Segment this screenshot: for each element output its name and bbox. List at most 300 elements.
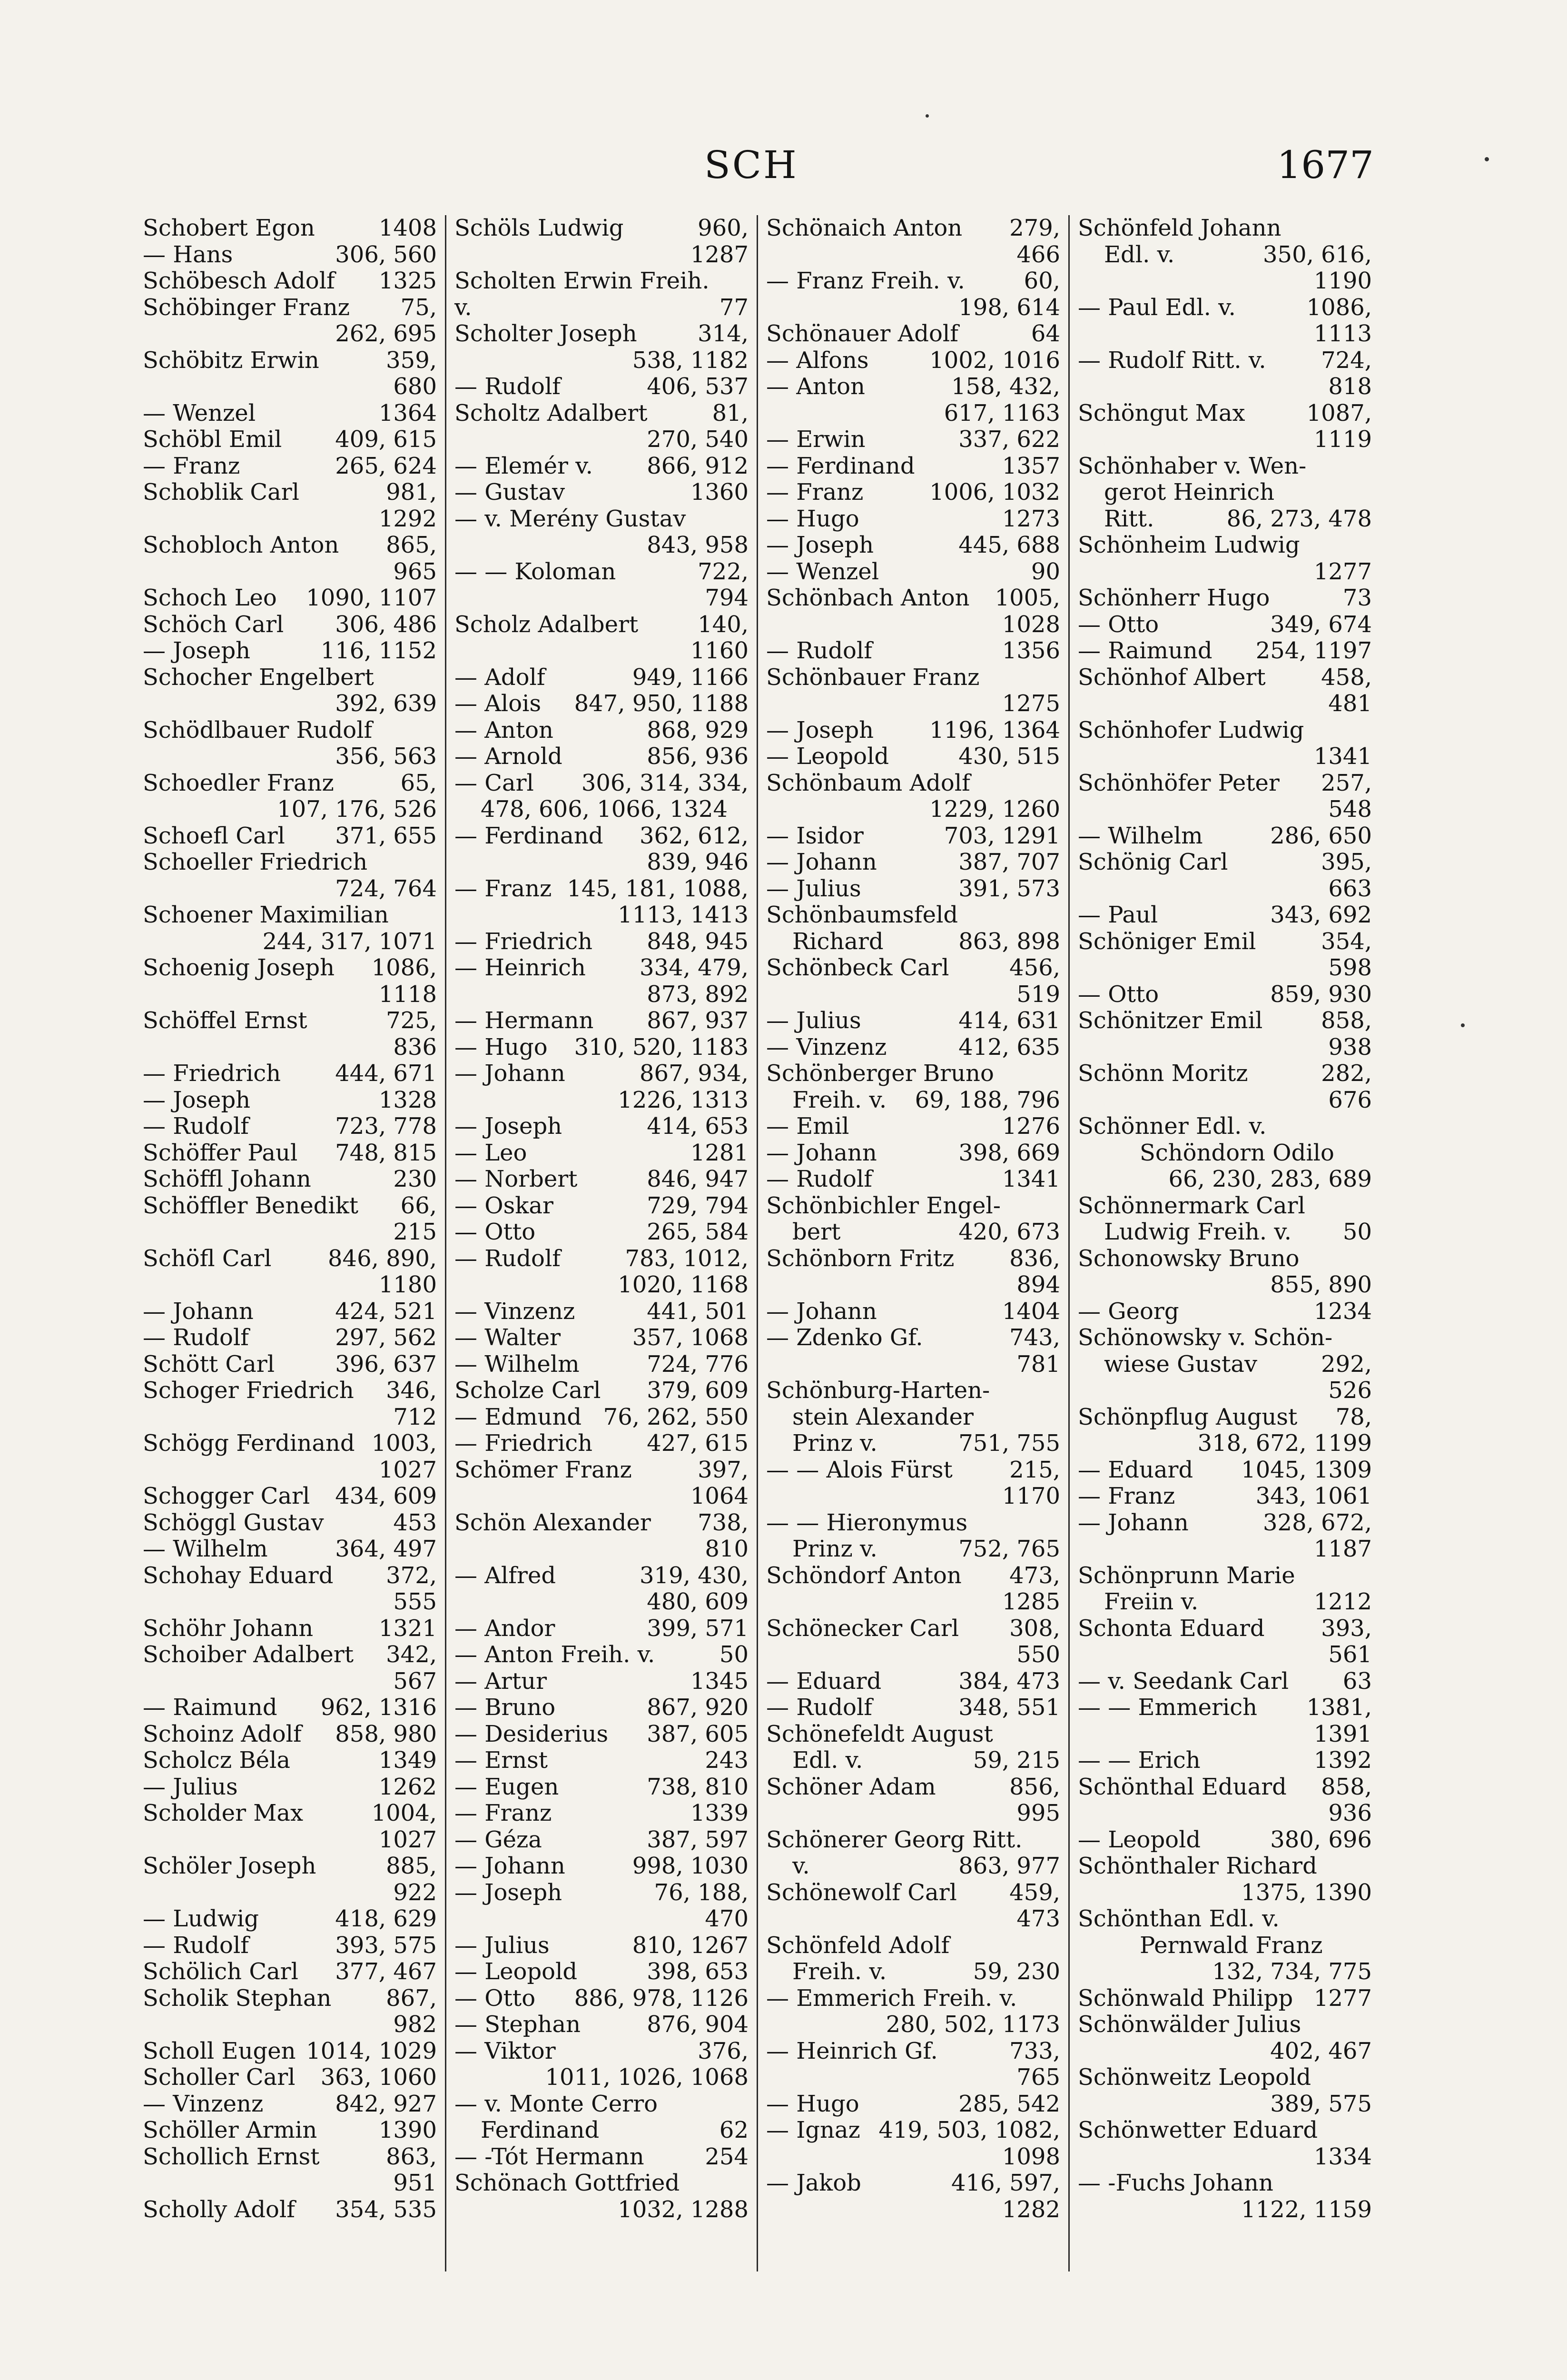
index-entry-line	[143, 929, 437, 955]
entry-name: Scholtz Adalbert	[454, 399, 648, 426]
entry-page-refs: 1325	[378, 268, 437, 294]
entry-page-refs: 86, 273, 478	[1226, 505, 1372, 532]
index-entry-line	[766, 1404, 1060, 1431]
entry-page-refs: 1345	[690, 1667, 749, 1695]
index-entry-line	[143, 664, 437, 691]
entry-name: — Heinrich Gf.	[766, 2037, 938, 2064]
entry-page-refs: 868, 929	[647, 716, 749, 744]
entry-page-refs: 285, 542	[958, 2090, 1060, 2117]
entry-page-refs: 1292	[378, 505, 437, 532]
entry-page-refs: 1328	[378, 1086, 437, 1113]
entry-name: v.	[454, 294, 472, 321]
entry-page-refs: 308,	[1009, 1615, 1060, 1642]
entry-page-refs: 306, 314, 334,	[581, 769, 749, 796]
entry-name: Prinz v.	[792, 1430, 877, 1457]
index-entry-line	[454, 585, 749, 612]
entry-name: Schönewolf Carl	[766, 1879, 957, 1906]
entry-name: — Otto	[1078, 981, 1159, 1008]
entry-page-refs: 724, 776	[647, 1350, 749, 1378]
index-entry-line	[766, 1272, 1060, 1299]
entry-page-refs: 50	[719, 1641, 749, 1668]
entry-page-refs: 1277	[1313, 558, 1372, 585]
entry-name: Schöffl Johann	[143, 1166, 311, 1192]
entry-page-refs: 1275	[1002, 690, 1060, 717]
index-entry-line	[143, 453, 437, 480]
index-entry-line	[454, 1853, 749, 1880]
entry-page-refs: 116, 1152	[320, 637, 437, 664]
entry-page-refs: 1090, 1107	[306, 585, 437, 611]
index-entry-line	[1078, 1378, 1372, 1404]
index-entry-line	[766, 1351, 1060, 1378]
entry-page-refs: 1229, 1260	[929, 796, 1060, 823]
index-entry-line	[1078, 796, 1372, 823]
entry-name: gerot Heinrich	[1104, 479, 1275, 506]
entry-name: — Viktor	[454, 2037, 556, 2064]
index-entry-line	[454, 426, 749, 453]
index-entry-line	[766, 1034, 1060, 1061]
entry-name: Schobert Egon	[143, 215, 315, 241]
index-entry-line	[143, 426, 437, 453]
print-speck	[926, 114, 929, 118]
index-entry-line	[1078, 2117, 1372, 2144]
entry-name: Schöner Adam	[766, 1773, 936, 1800]
entry-name: Schoinz Adolf	[143, 1720, 302, 1747]
index-entry-line	[454, 770, 749, 797]
entry-name: — Joseph	[454, 1879, 562, 1906]
entry-page-refs: 389, 575	[1270, 2090, 1372, 2117]
index-entry-line	[1078, 1193, 1372, 1220]
entry-name: Schönhofer Ludwig	[1078, 716, 1304, 744]
index-entry-line	[454, 1800, 749, 1827]
entry-page-refs: 1086,	[1306, 294, 1372, 321]
entry-page-refs: 393,	[1321, 1615, 1372, 1642]
entry-page-refs: 1282	[1002, 2196, 1060, 2223]
index-column-2	[454, 215, 749, 2276]
index-entry-line	[143, 1483, 437, 1510]
index-entry-line	[454, 1827, 749, 1854]
index-entry-line	[143, 1721, 437, 1748]
index-entry-line	[454, 1721, 749, 1748]
entry-page-refs: 354, 535	[335, 2196, 437, 2223]
index-entry-line	[1078, 1933, 1372, 1959]
index-entry-line	[454, 1483, 749, 1510]
entry-name: Scholl Eugen	[143, 2037, 296, 2064]
entry-page-refs: 254, 1197	[1255, 637, 1372, 664]
index-entry-line	[766, 1563, 1060, 1589]
entry-page-refs: 473	[1016, 1905, 1060, 1932]
index-entry-line	[766, 506, 1060, 533]
index-entry-line	[454, 1113, 749, 1140]
entry-name: Schöniger Emil	[1078, 928, 1256, 955]
entry-name: Schön Alexander	[454, 1509, 651, 1536]
entry-page-refs: 1360	[690, 479, 749, 506]
entry-page-refs: 1234	[1313, 1298, 1372, 1325]
index-entry-line	[143, 1325, 437, 1351]
index-entry-line	[143, 1668, 437, 1695]
print-speck	[1461, 1023, 1465, 1027]
index-entry-line	[766, 1959, 1060, 1985]
entry-page-refs: 73	[1342, 585, 1372, 611]
entry-name: — Anton	[454, 716, 553, 744]
entry-page-refs: 725,	[386, 1007, 437, 1034]
entry-page-refs: 722,	[698, 558, 749, 585]
running-head: SCH	[704, 143, 798, 187]
index-entry-line	[454, 400, 749, 427]
entry-page-refs: 480, 609	[647, 1588, 749, 1615]
entry-page-refs: 951	[393, 2170, 437, 2196]
entry-name: Schönprunn Marie	[1078, 1562, 1295, 1589]
entry-page-refs: 1262	[378, 1773, 437, 1800]
index-entry-line	[1078, 1219, 1372, 1246]
entry-page-refs: 424, 521	[335, 1298, 437, 1325]
index-entry-line	[1078, 1695, 1372, 1721]
entry-name: — Franz	[1078, 1483, 1175, 1509]
entry-name: Schöler Joseph	[143, 1853, 316, 1879]
entry-page-refs: 1014, 1029	[306, 2037, 437, 2064]
entry-page-refs: 145, 181, 1088,	[567, 875, 749, 902]
index-entry-line	[143, 559, 437, 585]
index-entry-line	[454, 1933, 749, 1959]
entry-name: Schönitzer Emil	[1078, 1007, 1263, 1034]
entry-page-refs: 843, 958	[647, 532, 749, 558]
index-entry-line	[766, 1853, 1060, 1880]
entry-page-refs: 848, 945	[647, 928, 749, 955]
entry-name: — Eugen	[454, 1773, 559, 1800]
index-entry-line	[1078, 1668, 1372, 1695]
entry-page-refs: 420, 673	[958, 1219, 1060, 1245]
entry-name: Schönberger Bruno	[766, 1060, 994, 1087]
index-entry-line	[454, 295, 749, 321]
entry-name: — Bruno	[454, 1694, 556, 1721]
entry-page-refs: 1404	[1002, 1298, 1060, 1325]
entry-page-refs: 380, 696	[1270, 1826, 1372, 1853]
entry-page-refs: 254	[705, 2143, 749, 2170]
entry-page-refs: 1277	[1313, 1984, 1372, 2012]
entry-name: — Rudolf	[454, 373, 561, 400]
entry-page-refs: 1356	[1002, 637, 1060, 664]
index-entry-line	[766, 955, 1060, 982]
entry-name: Schobloch Anton	[143, 532, 339, 558]
entry-page-refs: 867, 920	[647, 1694, 749, 1721]
index-entry-line	[766, 1325, 1060, 1351]
index-entry-line	[766, 1536, 1060, 1563]
entry-name: Schönbichler Engel-	[766, 1192, 1001, 1219]
index-entry-line	[454, 902, 749, 929]
entry-page-refs: 282,	[1321, 1060, 1372, 1087]
index-entry-line	[143, 1166, 437, 1193]
entry-name: Schonowsky Bruno	[1078, 1245, 1300, 1272]
index-entry-line	[143, 1774, 437, 1801]
entry-name: — Julius	[766, 1007, 861, 1034]
index-entry-line	[1078, 664, 1372, 691]
entry-name: Schönthan Edl. v.	[1078, 1905, 1280, 1932]
entry-page-refs: 842, 927	[335, 2090, 437, 2117]
entry-page-refs: 398, 669	[958, 1139, 1060, 1166]
entry-page-refs: 1381,	[1306, 1694, 1372, 1721]
entry-page-refs: 1086,	[371, 954, 437, 981]
index-entry-line	[143, 321, 437, 347]
index-column-4	[1078, 215, 1372, 2276]
index-entry-line	[454, 453, 749, 480]
index-entry-line	[454, 744, 749, 770]
entry-page-refs: 342,	[386, 1641, 437, 1668]
entry-page-refs: 962, 1316	[320, 1694, 437, 1721]
index-entry-line	[454, 268, 749, 295]
entry-name: — Walter	[454, 1324, 561, 1351]
entry-name: — Johann	[454, 1853, 565, 1879]
entry-page-refs: 886, 978, 1126	[574, 1984, 749, 2012]
entry-name: Schöngut Max	[1078, 399, 1245, 426]
entry-name: Freih. v.	[792, 1958, 887, 1985]
index-entry-line	[454, 796, 749, 823]
entry-page-refs: 349, 674	[1270, 611, 1372, 638]
index-entry-line	[143, 2012, 437, 2038]
entry-page-refs: 555	[393, 1588, 437, 1615]
entry-page-refs: 1006, 1032	[929, 479, 1060, 506]
index-entry-line	[1078, 1113, 1372, 1140]
index-entry-line	[143, 1906, 437, 1933]
entry-name: Schönthaler Richard	[1078, 1853, 1317, 1879]
entry-page-refs: 723, 778	[335, 1113, 437, 1140]
index-entry-line	[454, 242, 749, 268]
index-entry-line	[766, 1880, 1060, 1906]
entry-page-refs: 858, 980	[335, 1720, 437, 1747]
index-entry-line	[766, 876, 1060, 902]
index-entry-line	[1078, 1774, 1372, 1801]
index-entry-line	[143, 1827, 437, 1854]
index-entry-line	[766, 2117, 1060, 2144]
index-entry-line	[143, 1880, 437, 1906]
entry-page-refs: 538, 1182	[632, 347, 749, 374]
index-entry-line	[454, 691, 749, 717]
index-entry-line	[143, 1510, 437, 1537]
entry-page-refs: 1321	[378, 1615, 437, 1642]
entry-name: — Desiderius	[454, 1720, 609, 1747]
entry-name: — — Koloman	[454, 558, 616, 585]
index-entry-line	[454, 1140, 749, 1167]
index-entry-line	[454, 1774, 749, 1801]
index-entry-line	[454, 1166, 749, 1193]
index-entry-line	[1078, 1351, 1372, 1378]
entry-name: — Elemér v.	[454, 452, 593, 479]
index-entry-line	[143, 1087, 437, 1114]
entry-page-refs: 75,	[400, 294, 437, 321]
index-entry-line	[1078, 1985, 1372, 2012]
entry-name: Schocher Engelbert	[143, 664, 374, 691]
entry-name: — -Fuchs Johann	[1078, 2170, 1273, 2196]
index-entry-line	[766, 717, 1060, 744]
entry-name: — Otto	[454, 1219, 536, 1245]
index-entry-line	[454, 1430, 749, 1457]
entry-page-refs: 724, 764	[335, 875, 437, 902]
entry-page-refs: 306, 560	[335, 241, 437, 268]
entry-page-refs: 1064	[690, 1483, 749, 1509]
index-entry-line	[143, 1933, 437, 1959]
entry-name: — Rudolf	[766, 637, 873, 664]
index-entry-line	[454, 215, 749, 242]
entry-name: — Franz	[454, 875, 552, 902]
entry-page-refs: 858,	[1321, 1773, 1372, 1800]
index-entry-line	[143, 1800, 437, 1827]
entry-name: Schönbeck Carl	[766, 954, 949, 981]
entry-name: Schött Carl	[143, 1350, 275, 1378]
entry-name: Schönbaumsfeld	[766, 902, 958, 928]
entry-name: Schöffler Benedikt	[143, 1192, 359, 1219]
entry-name: — Julius	[143, 1773, 238, 1800]
index-entry-line	[454, 929, 749, 955]
entry-page-refs: 663	[1328, 875, 1372, 902]
index-entry-line	[454, 532, 749, 559]
entry-name: Schönwald Philipp	[1078, 1984, 1293, 2012]
entry-name: — Georg	[1078, 1298, 1179, 1325]
index-entry-line	[454, 1457, 749, 1484]
index-entry-line	[1078, 876, 1372, 902]
entry-page-refs: 1004,	[371, 1800, 437, 1826]
index-entry-line	[766, 2064, 1060, 2091]
entry-page-refs: 412, 635	[958, 1033, 1060, 1061]
entry-name: Scholly Adolf	[143, 2196, 296, 2223]
entry-page-refs: 1118	[378, 981, 437, 1008]
entry-page-refs: 867, 937	[647, 1007, 749, 1034]
entry-page-refs: 995	[1016, 1800, 1060, 1826]
entry-name: Schönherr Hugo	[1078, 585, 1270, 611]
entry-page-refs: 1113, 1413	[618, 902, 749, 928]
entry-page-refs: 1281	[690, 1139, 749, 1166]
index-entry-line	[766, 295, 1060, 321]
entry-page-refs: 414, 653	[647, 1113, 749, 1140]
entry-page-refs: 1341	[1313, 743, 1372, 770]
entry-page-refs: 982	[393, 2011, 437, 2038]
entry-page-refs: 1180	[378, 1271, 437, 1298]
index-entry-line	[454, 1061, 749, 1087]
entry-page-refs: 765	[1016, 2064, 1060, 2091]
entry-page-refs: 856, 936	[647, 743, 749, 770]
entry-page-refs: 59, 215	[973, 1747, 1060, 1774]
entry-page-refs: 519	[1016, 981, 1060, 1008]
entry-name: stein Alexander	[792, 1403, 974, 1430]
entry-name: Schönaich Anton	[766, 215, 963, 241]
entry-name: Schoch Leo	[143, 585, 277, 611]
index-entry-line	[143, 242, 437, 268]
index-entry-line	[143, 982, 437, 1008]
entry-page-refs: 430, 515	[958, 743, 1060, 770]
entry-page-refs: 50	[1342, 1219, 1372, 1245]
entry-name: — — Erich	[1078, 1747, 1201, 1774]
entry-page-refs: 470	[705, 1905, 749, 1932]
index-entry-line	[1078, 1563, 1372, 1589]
index-entry-line	[143, 1747, 437, 1774]
index-entry-line	[766, 1985, 1060, 2012]
index-entry-line	[766, 1800, 1060, 1827]
entry-name: Schohay Eduard	[143, 1562, 334, 1589]
index-columns	[143, 215, 1380, 2276]
entry-name: — Hugo	[454, 1033, 548, 1061]
entry-page-refs: 1027	[378, 1826, 437, 1853]
index-entry-line	[1078, 1087, 1372, 1114]
entry-page-refs: 846, 890,	[327, 1245, 437, 1272]
index-entry-line	[143, 2038, 437, 2065]
entry-page-refs: 395,	[1321, 849, 1372, 875]
entry-page-refs: 392, 639	[335, 690, 437, 717]
index-entry-line	[766, 426, 1060, 453]
entry-page-refs: 359,	[386, 347, 437, 374]
entry-page-refs: 318, 672, 1199	[1197, 1430, 1372, 1457]
entry-page-refs: 372,	[386, 1562, 437, 1589]
entry-page-refs: 856,	[1009, 1773, 1060, 1800]
entry-name: Schollich Ernst	[143, 2143, 320, 2170]
entry-name: Schönborn Fritz	[766, 1245, 955, 1272]
entry-page-refs: 441, 501	[647, 1298, 749, 1325]
entry-page-refs: 107, 176, 526	[277, 796, 437, 823]
entry-page-refs: 481	[1328, 690, 1372, 717]
entry-page-refs: 391, 573	[958, 875, 1060, 902]
index-entry-line	[454, 612, 749, 638]
entry-name: — Rudolf	[143, 1932, 249, 1959]
entry-page-refs: 419, 503, 1082,	[878, 2117, 1060, 2143]
entry-page-refs: 839, 946	[647, 849, 749, 875]
entry-page-refs: 1273	[1002, 505, 1060, 532]
entry-name: — Rudolf	[143, 1324, 249, 1351]
index-entry-line	[143, 585, 437, 612]
index-entry-line	[766, 1827, 1060, 1854]
entry-name: Schönheim Ludwig	[1078, 532, 1300, 558]
entry-name: Richard	[792, 928, 884, 955]
entry-name: Scholler Carl	[143, 2064, 296, 2091]
index-entry-line	[766, 1642, 1060, 1668]
entry-page-refs: 364, 497	[335, 1536, 437, 1562]
entry-name: Ferdinand	[481, 2117, 600, 2143]
entry-name: — Rudolf	[766, 1694, 873, 1721]
index-entry-line	[1078, 585, 1372, 612]
entry-page-refs: 310, 520, 1183	[574, 1033, 749, 1061]
entry-name: Edl. v.	[1104, 241, 1175, 268]
index-entry-line	[143, 506, 437, 533]
index-entry-line	[454, 1087, 749, 1114]
index-entry-line	[766, 2197, 1060, 2223]
entry-name: Schönbach Anton	[766, 585, 970, 611]
index-entry-line	[1078, 2038, 1372, 2065]
index-entry-line	[454, 1510, 749, 1537]
entry-name: — Carl	[454, 769, 534, 796]
entry-page-refs: 1122, 1159	[1241, 2196, 1372, 2223]
entry-name: — Wilhelm	[143, 1536, 268, 1562]
entry-name: — -Tót Hermann	[454, 2143, 644, 2170]
entry-page-refs: 314,	[698, 320, 749, 347]
entry-name: Schönbaum Adolf	[766, 769, 970, 796]
entry-name: — Ludwig	[143, 1905, 259, 1932]
index-entry-line	[143, 1616, 437, 1642]
index-entry-line	[454, 1589, 749, 1616]
entry-name: — — Alois Fürst	[766, 1456, 953, 1483]
entry-page-refs: 1226, 1313	[618, 1086, 749, 1113]
entry-name: — Joseph	[143, 1086, 251, 1113]
entry-name: Schöbesch Adolf	[143, 268, 335, 294]
entry-page-refs: 243	[705, 1747, 749, 1774]
index-entry-line	[766, 585, 1060, 612]
index-entry-line	[766, 2170, 1060, 2197]
index-entry-line	[1078, 1457, 1372, 1484]
index-entry-line	[143, 532, 437, 559]
index-entry-line	[143, 849, 437, 876]
index-entry-line	[143, 1034, 437, 1061]
entry-name: — Rudolf	[143, 1113, 249, 1140]
entry-page-refs: 1339	[690, 1800, 749, 1826]
index-entry-line	[766, 796, 1060, 823]
index-entry-line	[454, 2144, 749, 2171]
entry-name: — Wilhelm	[454, 1350, 580, 1378]
entry-page-refs: 81,	[712, 399, 749, 426]
index-entry-line	[1078, 1747, 1372, 1774]
